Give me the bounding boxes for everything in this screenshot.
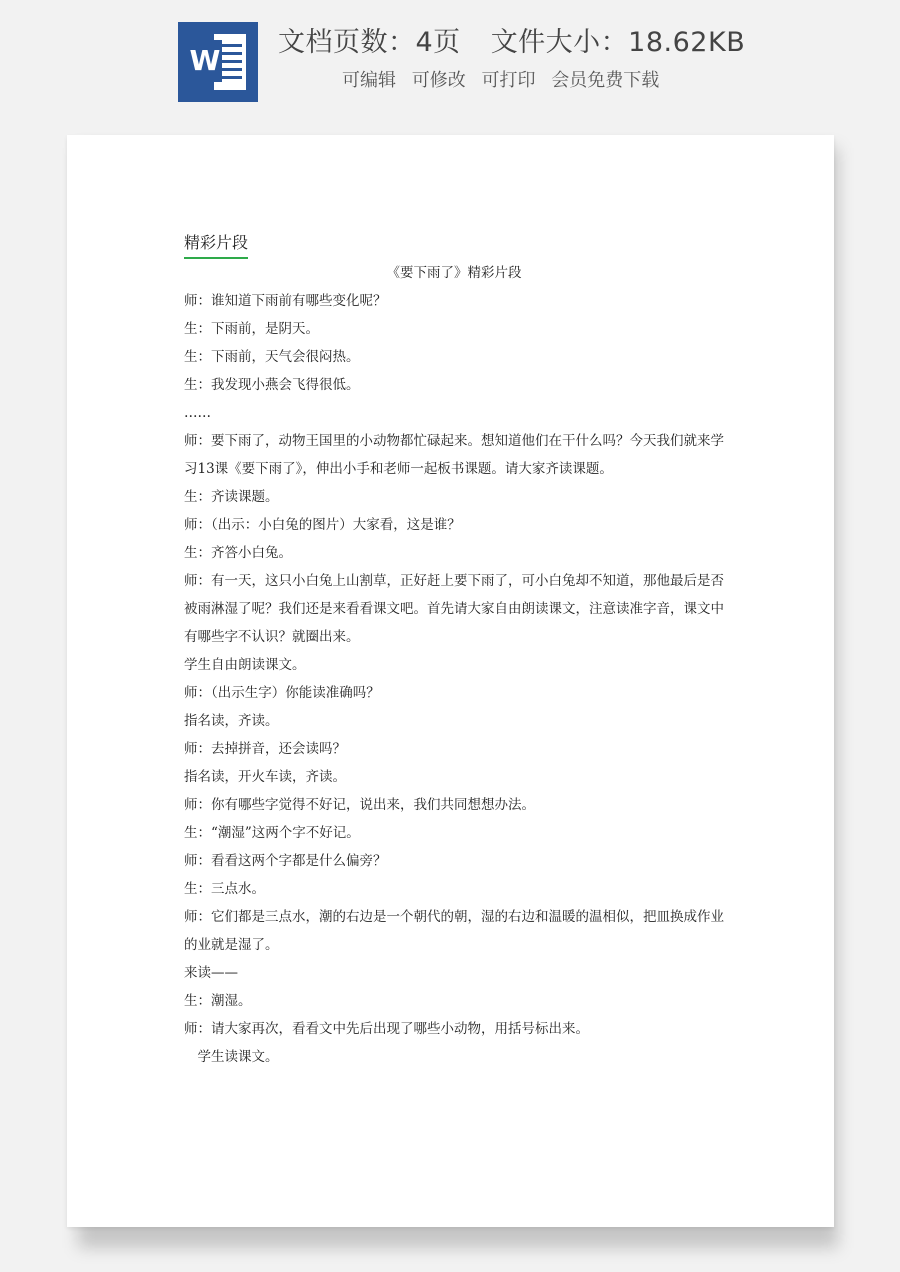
dialogue-line: 生：三点水。	[184, 881, 265, 897]
dialogue-line: 师：它们都是三点水，潮的右边是一个朝代的朝，湿的右边和温暖的温相似，把皿换成作业的业就是湿了。	[184, 909, 724, 953]
section-heading: 精彩片段	[184, 229, 248, 259]
dialogue-line: 生：“潮湿”这两个字不好记。	[184, 825, 360, 841]
dialogue-line: 师：谁知道下雨前有哪些变化呢？	[184, 293, 387, 309]
dialogue-line: 师：（出示生字）你能读准确吗？	[184, 685, 380, 701]
dialogue-line: 师：看看这两个字都是什么偏旁？	[184, 853, 387, 869]
feature-member-download: 会员免费下载	[551, 70, 660, 91]
dialogue-line: 生：下雨前，是阴天。	[184, 321, 319, 337]
dialogue-line: 生：潮湿。	[184, 993, 252, 1009]
dialogue-line: 师：请大家再次，看看文中先后出现了哪些小动物，用括号标出来。	[184, 1021, 589, 1037]
dialogue-line: 师：去掉拼音，还会读吗？	[184, 741, 346, 757]
document-content	[184, 229, 724, 1071]
dialogue-line: 生：齐读课题。	[184, 489, 279, 505]
dialogue-line: 生：齐答小白兔。	[184, 545, 292, 561]
word-letter-logo: W	[188, 40, 222, 82]
dialogue-line: 学生自由朗读课文。	[184, 657, 306, 673]
dialogue-line: 学生读课文。	[197, 1049, 279, 1065]
dialogue-line: 生：下雨前，天气会很闷热。	[184, 349, 360, 365]
dialogue-line: 师：有一天，这只小白兔上山割草，正好赶上要下雨了，可小白兔却不知道，那他最后是否被雨淋湿了呢？我们还是来看看课文吧。首先请大家自由朗读课文，注意读准字音，课文中有哪些字不认识？就圈出来。	[184, 573, 724, 645]
file-info-title	[278, 20, 745, 59]
feature-editable: 可编辑	[342, 70, 396, 91]
dialogue-line: 师：要下雨了，动物王国里的小动物都忙碌起来。想知道他们在干什么吗？今天我们就来学习13课《要下雨了》，伸出小手和老师一起板书课题。请大家齐读课题。	[184, 433, 724, 477]
dialogue-line: 师：你有哪些字觉得不好记，说出来，我们共同想想办法。	[184, 797, 535, 813]
dialogue-line: 来读——	[184, 965, 238, 981]
document-page	[67, 135, 834, 1227]
feature-list	[342, 66, 669, 92]
page-count-label: 文档页数：4页	[278, 27, 461, 58]
document-title: 《要下雨了》精彩片段	[386, 265, 522, 281]
file-size-label: 文件大小：18.62KB	[490, 27, 746, 58]
dialogue-line: 师：（出示：小白兔的图片）大家看，这是谁？	[184, 517, 461, 533]
ellipsis-line: ……	[184, 405, 211, 421]
dialogue-line: 生：我发现小燕会飞得很低。	[184, 377, 360, 393]
dialogue-line: 指名读，齐读。	[184, 713, 279, 729]
dialogue-line: 指名读，开火车读，齐读。	[184, 769, 346, 785]
feature-printable: 可打印	[481, 70, 536, 91]
feature-modifiable: 可修改	[411, 70, 466, 91]
download-header	[0, 0, 900, 120]
dialogue-lines	[184, 287, 724, 1071]
word-doc-icon	[178, 22, 258, 102]
